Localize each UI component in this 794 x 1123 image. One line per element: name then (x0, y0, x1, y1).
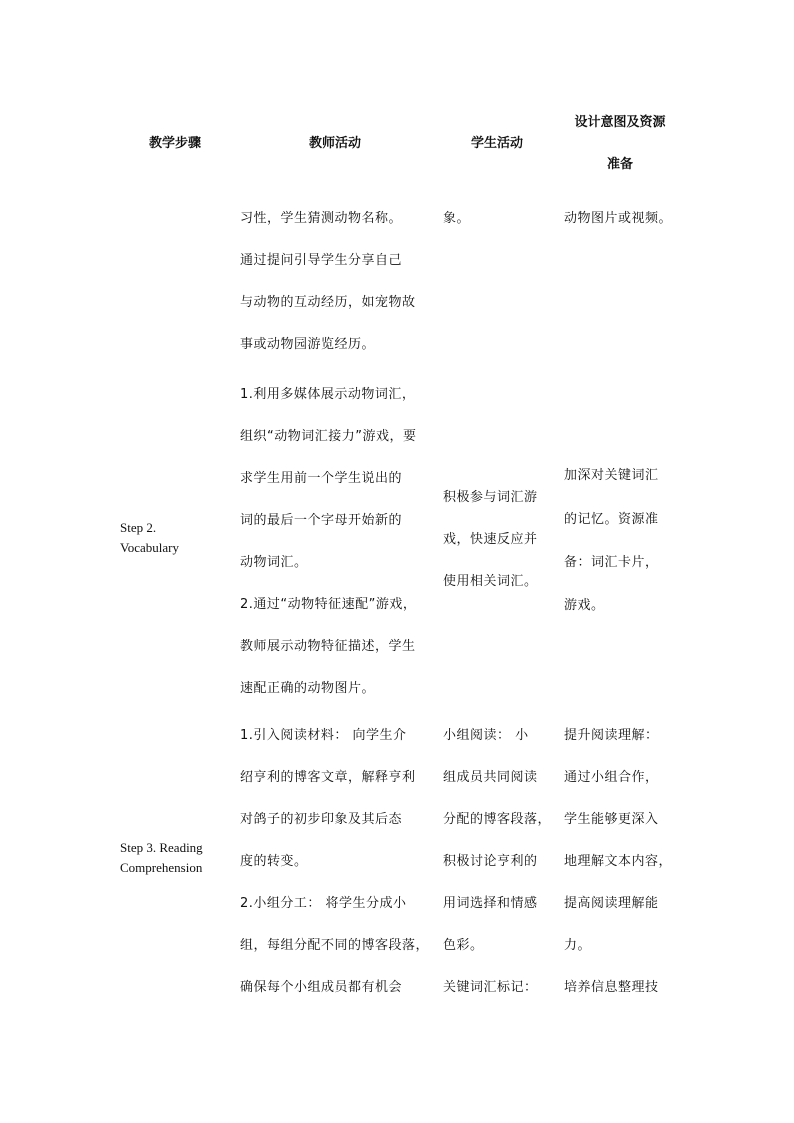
row3-teacher-line: 组，每组分配不同的博客段落， (240, 938, 430, 953)
row2-student-line: 戏，快速反应并 (443, 532, 538, 547)
row2-step-label (120, 518, 179, 558)
row3-student-line: 色彩。 (443, 938, 484, 953)
row3-student-line: 关键词汇标记： (443, 980, 538, 995)
row3-student-line: 小组阅读： 小 (443, 728, 529, 743)
row3-design-line: 学生能够更深入 (564, 812, 659, 827)
row3-design-line: 力。 (564, 938, 592, 953)
row3-step-line2: Comprehension (120, 860, 203, 875)
header-design-intent-line1: 设计意图及资源 (574, 115, 666, 130)
row2-design-line: 的记忆。资源准 (564, 512, 659, 527)
row3-teacher-line: 绍亨利的博客文章，解释亨利 (240, 770, 416, 785)
row2-teacher-line: 词的最后一个字母开始新的 (240, 513, 403, 528)
row3-teacher-line: 1.引入阅读材料： 向学生介 (240, 728, 407, 743)
row3-student-line: 积极讨论亨利的 (443, 854, 538, 869)
header-design-intent-line2: 准备 (606, 157, 633, 172)
row2-step-line2: Vocabulary (120, 540, 179, 555)
row2-teacher-line: 教师展示动物特征描述，学生 (240, 639, 416, 654)
row3-teacher-line: 确保每个小组成员都有机会 (240, 980, 403, 995)
row3-design-line: 地理解文本内容， (564, 854, 673, 869)
row3-teacher-line: 2.小组分工： 将学生分成小 (240, 896, 407, 911)
row2-design-line: 加深对关键词汇 (564, 468, 659, 483)
row2-step-line1: Step 2. (120, 520, 157, 535)
row1-teacher-line: 习性，学生猜测动物名称。 (240, 211, 403, 226)
row2-teacher-line: 动物词汇。 (240, 555, 308, 570)
row2-teacher-line: 求学生用前一个学生说出的 (240, 471, 403, 486)
row2-teacher-line: 速配正确的动物图片。 (240, 681, 376, 696)
row1-student-line: 象。 (443, 211, 471, 226)
row3-teacher-line: 对鸽子的初步印象及其后态 (240, 812, 403, 827)
row3-step-label (120, 838, 203, 878)
row3-design-line: 提高阅读理解能 (564, 896, 659, 911)
row1-design-line: 动物图片或视频。 (564, 211, 673, 226)
row2-teacher-line: 1.利用多媒体展示动物词汇， (240, 387, 416, 402)
row3-student-line: 用词选择和情感 (443, 896, 538, 911)
row3-student-line: 分配的博客段落， (443, 812, 552, 827)
row2-design-line: 备：词汇卡片， (564, 555, 659, 570)
row3-design-line: 培养信息整理技 (564, 980, 659, 995)
header-teaching-steps: 教学步骤 (148, 136, 201, 151)
row3-design-line: 通过小组合作， (564, 770, 659, 785)
row1-teacher-line: 通过提问引导学生分享自己 (240, 253, 403, 268)
row2-teacher-line: 组织“动物词汇接力”游戏，要 (240, 429, 417, 444)
row3-student-line: 组成员共同阅读 (443, 770, 538, 785)
row1-teacher-line: 事或动物园游览经历。 (240, 337, 376, 352)
row1-teacher-line: 与动物的互动经历，如宠物故 (240, 295, 416, 310)
row3-teacher-line: 度的转变。 (240, 854, 308, 869)
row2-teacher-line: 2.通过“动物特征速配”游戏， (240, 597, 417, 612)
header-teacher-activities: 教师活动 (308, 136, 361, 151)
row3-step-line1: Step 3. Reading (120, 840, 203, 855)
row3-design-line: 提升阅读理解： (564, 728, 659, 743)
row2-student-line: 积极参与词汇游 (443, 490, 538, 505)
row2-design-line: 游戏。 (564, 598, 605, 613)
row2-student-line: 使用相关词汇。 (443, 574, 538, 589)
header-student-activities: 学生活动 (470, 136, 523, 151)
